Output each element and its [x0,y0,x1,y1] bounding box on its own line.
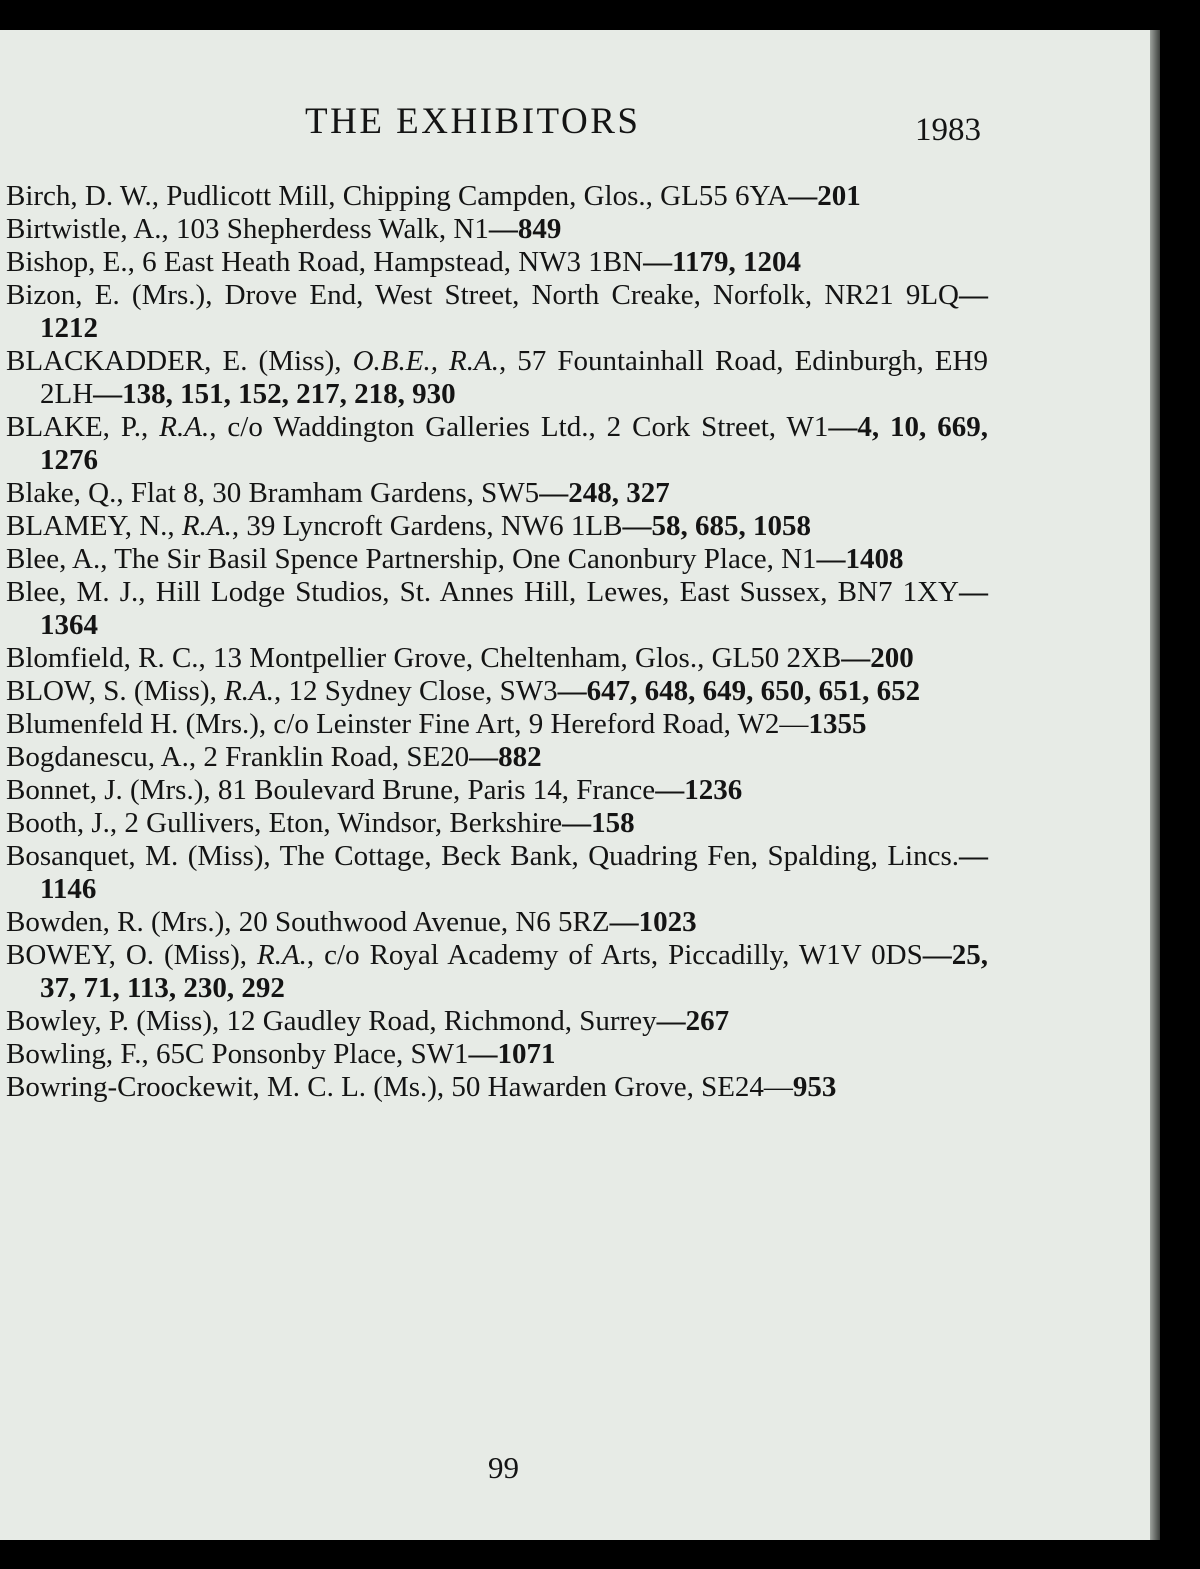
exhibitor-name-address: Bowling, F., 65C Ponsonby Place, SW1 [6,1038,469,1070]
exhibitor-address: , 12 Sydney Close, SW3 [274,675,558,707]
exhibitor-honours: R.A. [181,510,232,542]
catalogue-numbers: 1355 [808,708,867,740]
exhibitor-entry [6,543,988,576]
exhibitor-entry [6,840,988,906]
exhibitor-honours: R.A. [224,675,275,707]
exhibitor-honours: O.B.E., R.A. [352,345,499,377]
catalogue-numbers: —267 [656,1005,730,1037]
exhibitor-name-address: Booth, J., 2 Gullivers, Eton, Windsor, Berkshire [6,807,563,839]
exhibitor-name-address: Bogdanescu, A., 2 Franklin Road, SE20 [6,741,470,773]
exhibitor-entry [6,1038,988,1071]
catalogue-numbers: —882 [469,741,542,773]
exhibitor-honours: R.A. [159,411,210,443]
exhibitor-honours: R.A. [256,939,307,971]
exhibitor-name-address: Blomfield, R. C., 13 Montpellier Grove, Cheltenham, Glos., GL50 2XB [6,642,842,674]
catalogue-numbers: —1071 [468,1038,556,1070]
catalogue-numbers: —1364 [40,576,988,641]
catalogue-numbers: 953 [792,1071,837,1103]
exhibitor-name-address: Bizon, E. (Mrs.), Drove End, West Street, North Creake, Norfolk, NR21 9LQ [6,279,959,311]
exhibitor-address: , 57 Fountainhall Road, Edinburgh, EH9 2LH [40,345,988,410]
catalogue-numbers: —849 [488,213,562,245]
exhibitor-name-address: Bosanquet, M. (Miss), The Cottage, Beck Bank, Quadring Fen, Spalding, Lincs. [6,840,959,872]
exhibitor-entry [6,807,988,840]
exhibitor-entry [6,774,988,807]
catalogue-numbers: —248, 327 [539,477,670,509]
exhibitor-name-address: Blake, Q., Flat 8, 30 Bramham Gardens, SW5 [6,477,540,509]
exhibitor-name-address: Birch, D. W., Pudlicott Mill, Chipping Campden, Glos., GL55 6YA [6,180,789,212]
exhibitor-entry [6,411,988,477]
exhibitor-entry [6,675,988,708]
exhibitor-name-address: BLAMEY, N., [6,510,182,542]
running-head: THE EXHIBITORS [305,101,641,142]
catalogue-numbers: —1179, 1204 [643,246,801,278]
exhibitor-list [6,180,988,1104]
catalogue-numbers: —1146 [40,840,988,905]
exhibitor-address: , c/o Royal Academy of Arts, Piccadilly, W1V 0DS [306,939,923,971]
exhibitor-entry [6,279,988,345]
exhibitor-entry [6,345,988,411]
catalogue-numbers: —158 [562,807,635,839]
exhibitor-name-address: Bowring-Croockewit, M. C. L. (Ms.), 50 Hawarden Grove, SE24— [6,1071,793,1103]
exhibitor-entry [6,642,988,675]
exhibitor-entry [6,708,988,741]
catalogue-numbers: —647, 648, 649, 650, 651, 652 [557,675,921,707]
catalogue-numbers: —1212 [40,279,988,344]
exhibitor-entry [6,741,988,774]
exhibitor-name-address: Bowley, P. (Miss), 12 Gaudley Road, Richmond, Surrey [6,1005,657,1037]
exhibitor-address: , c/o Waddington Galleries Ltd., 2 Cork Street, W1 [209,411,829,443]
exhibitor-name-address: Blee, A., The Sir Basil Spence Partnership, One Canonbury Place, N1 [6,543,817,575]
exhibitor-entry [6,1005,988,1038]
exhibitor-entry [6,477,988,510]
book-page [0,30,1150,1540]
exhibitor-name-address: BLAKE, P., [6,411,160,443]
catalogue-numbers: —4, 10, 669, 1276 [40,411,989,476]
year-label: 1983 [915,112,981,148]
exhibitor-entry [6,510,988,543]
exhibitor-entry [6,213,988,246]
exhibitor-entry [6,1071,988,1104]
exhibitor-name-address: Blumenfeld H. (Mrs.), c/o Leinster Fine Art, 9 Hereford Road, W2— [6,708,809,740]
exhibitor-name-address: Bowden, R. (Mrs.), 20 Southwood Avenue, N6 5RZ [6,906,610,938]
catalogue-numbers: —1236 [655,774,743,806]
exhibitor-name-address: BLACKADDER, E. (Miss), [6,345,353,377]
catalogue-numbers: —58, 685, 1058 [622,510,811,542]
catalogue-numbers: —138, 151, 152, 217, 218, 930 [93,378,456,410]
exhibitor-name-address: Blee, M. J., Hill Lodge Studios, St. Annes Hill, Lewes, East Sussex, BN7 1XY [6,576,959,608]
exhibitor-name-address: Birtwistle, A., 103 Shepherdess Walk, N1 [6,213,489,245]
exhibitor-address: , 39 Lyncroft Gardens, NW6 1LB [231,510,623,542]
exhibitor-entry [6,906,988,939]
exhibitor-entry [6,180,988,213]
page-edge-shadow [1150,30,1160,1540]
catalogue-numbers: —201 [788,180,861,212]
exhibitor-name-address: Bishop, E., 6 East Heath Road, Hampstead, NW3 1BN [6,246,644,278]
exhibitor-entry [6,576,988,642]
page-number: 99 [488,1450,519,1485]
exhibitor-entry [6,246,988,279]
exhibitor-name-address: BOWEY, O. (Miss), [6,939,257,971]
catalogue-numbers: —25, 37, 71, 113, 230, 292 [40,939,988,1004]
catalogue-numbers: —1408 [816,543,904,575]
exhibitor-name-address: BLOW, S. (Miss), [6,675,225,707]
exhibitor-name-address: Bonnet, J. (Mrs.), 81 Boulevard Brune, Paris 14, France [6,774,656,806]
exhibitor-entry [6,939,988,1005]
catalogue-numbers: —200 [841,642,914,674]
catalogue-numbers: —1023 [609,906,697,938]
